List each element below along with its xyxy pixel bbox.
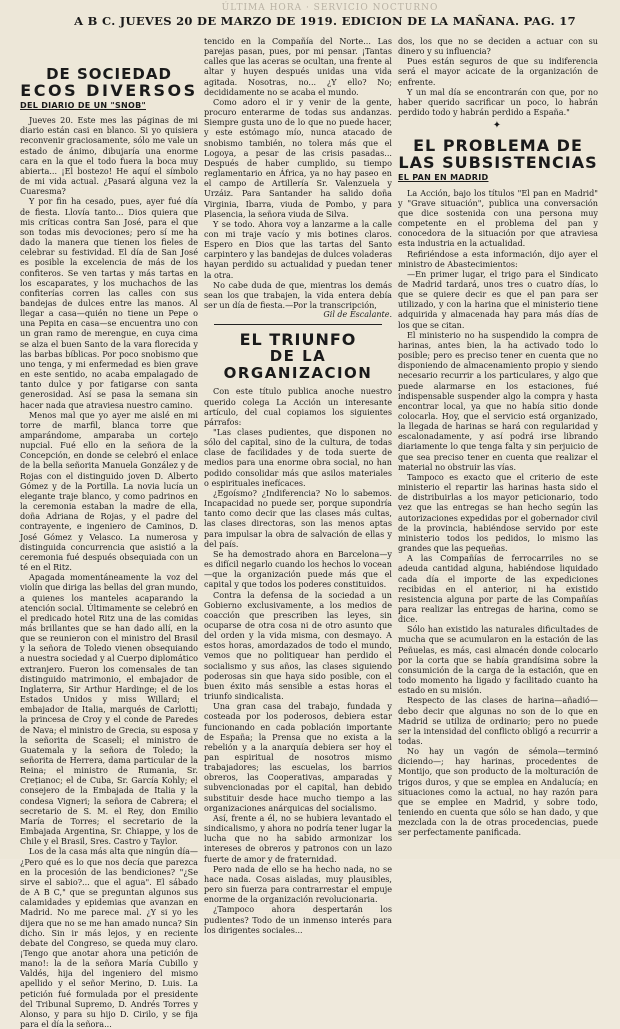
paragraph: No hay un vagón de sémola—terminó diciendo—; hay harinas, procedentes de Montijo, que son producto de la molturación de trigos duros, y que se emplea en Andalucía; en situaciones como la actual, no hay razón para que se emplee en Madrid, y sobre todo, teniendo en cuenta que sólo se han dado, y que mezclada con la de otras procedencias, puede ser perfectamente panificada. [398, 746, 598, 838]
paragraph: Menos mal que yo ayer me aislé en mi torre de marfil, blanca torre que amparándome, amparaba un cortejo nupcial. Fué ello en la señora de la Concepción, en donde se celebró el enlace de la bella señorita Manuela González y de Rojas con el distinguido joven D. Alberto Gómez y de la Portilla. La novia lucía un elegante traje blanco, y como padrinos en la ceremonia estaban la madre de ella, doña Adriana de Rojas, y el padre del contrayente, e ingeniero de Caminos, D. José Gómez y Velasco. La numerosa y distinguida concurrencia que asistió a la ceremonia fué después obsequiada con un té en el Ritz. [20, 409, 198, 573]
paragraph: ¿Tampoco ahora despertarán los pudientes? Todo de un inmenso interés para los dirigentes sociales... [204, 904, 392, 935]
divider-ornament: ✦ [492, 120, 504, 132]
paragraph: —En primer lugar, el trigo para el Sindicato de Madrid tardará, unos tres o cuatro días, lo que se quiere decir es que el pan para ser utilizado, y con la harina que el ministerio tiene adquirida y almacenada hay para más días de los que se citan. [398, 268, 598, 330]
paragraph: ¿Egoísmo? ¿Indiferencia? No lo sabemos. Incapacidad no puede ser, porque supondría tanto como decir que las clases más cultas, las clases directoras, son las menos aptas para impulsar la obra de salvación de ellas y del país. [204, 487, 392, 549]
paragraph: Como adoro el ir y venir de la gente, procuro enterarme de todas sus andanzas. Siempre gusta uno de lo que no puede hacer, y este estómago mío, nunca atacado de snobismo también, no tolera más que el Logoya, a pesar de las crisis pasadas... Después de haber cumplido, su tiempo reglamentario en África, ya no hay paseo en el campo de Artillería Sr. Valenzuela y Urzáiz. Para Santander ha salido doña Virginia, Ibarra, viuda de Pombo, y para Plasencia, la señora viuda de Silva. [204, 96, 392, 219]
paragraph: Pues están seguros de que su indiferencia será el mayor acicate de la organización de enfrente. [398, 56, 598, 87]
column-1 [20, 36, 198, 1029]
column-3 [398, 36, 598, 856]
section-title-las-subsistencias: LAS SUBSISTENCIAS [398, 153, 598, 173]
column-2 [204, 36, 392, 935]
paragraph: Respecto de las clases de harina—añadió—debo decir que algunas no son de lo que en Madrid se utiliza de ordinario; pero no puede ser la intensidad del conflicto obligó a recurrir a todas. [398, 695, 598, 746]
paragraph: Tampoco es exacto que el criterio de este ministerio el repartir las harinas hasta sido el de distribuirlas a los mayor peticionario, todo vez que las entregas se han hecho según las autorizaciones expedidas por el gobernador civil de la provincia, habiéndose servido por este ministerio todos los pedidos, lo mismo las grandes que las pequeñas. [398, 471, 599, 554]
paragraph: Contra la defensa de la sociedad a un Gobierno exclusivamente, a los medios de coacción que prescriben las leyes, sin ocuparse de otra cosa ni de otro asunto que del orden y la vida misma, con desmayo. A estos horas, amordazados de todo el mundo, vemos que no politiquear han perdido el socialismo y sus años, las clases siguiendo poderosas sin que haya sido posible, con el buen éxito más sensible a estas horas el triunfo sindicalista. [204, 589, 392, 702]
section-title-de-sociedad: DE SOCIEDAD [46, 65, 172, 83]
section-title-el-triunfo: EL TRIUNFO [239, 330, 357, 350]
section-title-de-la-organizacion: DE LA ORGANIZACION [223, 347, 373, 383]
paragraph: Y un mal día se encontrarán con que, por no haber querido sacrificar un poco, lo habrán perdido todo y habrán perdido a España." [398, 86, 598, 118]
paragraph: A las Compañías de ferrocarriles no se adeuda cantidad alguna, habiéndose liquidado cada día el importe de las expediciones recibidas en el anterior, ni ha existido resistencia alguna por parte de las Compañías para realizar las entregas de harina, como se dice. [398, 553, 598, 625]
paragraph: Una gran casa del trabajo, fundada y costeada por los poderosos, debiera estar funcionando en cada población importante de España; la Prensa que no exista a la rebelión y a la anarquía debiera ser hoy el pan espiritual de nosotros mismo trabajadores; las escuelas, los barrios obreros, las Cooperativas, amparadas y subvencionadas por el capital, han debido substituir desde hace mucho tiempo a las organizaciones anárquicas del socialismo. [204, 701, 392, 813]
paragraph: Apagada momentáneamente la voz del violín que diriga las bellas del gran mundo, a quienes los manteles acaparando la atención social. Últimamente se celebró en el predicado hotel Ritz una de las comidas más brillantes que se han dado allí, en la que se reunieron con el ministro del Brasil y la señora de Toledo vienen obsequiando a nuestra sociedad y al Cuerpo diplomático extranjero. Fueron los comensales de tan distinguido matrimonio, el embajador de Inglaterra, Sir Arthur Hardinge; el de los Estados Unidos y miss Willard; el embajador de Italia, marqués de Carlotti; la princesa de Croy y el conde de Paredes de Nava; el ministro de Grecia, su esposa y la señorita de Scaseli; el ministro de Guatemala y la señora de Toledo; la señorita de Herrera, dama particular de la Reina; el ministro de Rumania, Sr. Crețianoc; el de Cuba, Sr. García Kohly; el consejero de la Embajada de Italia y la condesa Vigneri; la señora de Cabrera; el secretario de S. M. el Rey, don Emilio María de Torres; el secretario de la Embajada Argentina, Sr. Chiappe, y los de Chile y el Brasil, Sres. Castro y Taylor. [20, 572, 198, 847]
paragraph: dos, los que no se deciden a actuar con su dinero y su influencia? [398, 36, 598, 57]
paragraph: Los de la casa más alta que ningún día—¿Pero qué es lo que nos decía que parezca en la procesión de las bendiciones? "¿Se sirve el sabio?... que el agua". El sábado de A B C," que se preguntan algunos sus calamidades y epidemias que avanzan en Madrid. No me parece mal. ¿Y si yo les dijera que no se me han amado nunca? Sin dicho. Sin ir más lejos, y en reciente debate del Congreso, se queda muy claro. ¡Tengo que anotar ahora una petición de mano!: la de la señora María Cubillo y Valdés, hija del ingeniero del mismo apellido y el señor Merino, D. Luis. La petición fué formulada por el presidente del Tribunal Supremo, D. Andrés Torres y Alonso, y para su hijo D. Cirilo, y se fija para el día la señora... [20, 846, 198, 1029]
divider [214, 324, 382, 325]
paragraph: Pero nada de ello se ha hecho nada, no se hace nada. Cosas aisladas, muy plausibles, pero sin fuerza para contrarrestar el empuje enorme de la organización revolucionaria. [204, 863, 392, 905]
paragraph: tencido en la Compañía del Norte... Las parejas pasan, pues, por mi pensar. ¡Tantas calles que las aceras se ocultan, una frente al altar y huyen después unidas una vida agitada. Nosotras, no... ¿Y ello? No; decididamente no se acaba el mundo. [204, 36, 392, 97]
faint-header-text: ÚLTIMA HORA · SERVICIO NOCTURNO [221, 3, 439, 13]
paragraph: No cabe duda de que, mientras los demás sean los que trabajen, la vida entera debía ser un día de fiesta.—Por la transcripción, [204, 279, 392, 311]
paragraph: La Acción, bajo los títulos "El pan en Madrid" y "Grave situación", publica una conversación que dice sostenida con una persona muy competente en el problema del pan y conocedora de la situación por que atraviesa esta industria en la actualidad. [398, 187, 598, 249]
section-byline: EL PAN EN MADRID [398, 173, 489, 183]
masthead: A B C. JUEVES 20 DE MARZO DE 1919. EDICION DE LA MAÑANA. PAG. 17 [74, 14, 576, 28]
paragraph: Y por fin ha cesado, pues, ayer fué día de fiesta. Llovía tanto... Dios quiera que mis críticas contra San José, para el que son todas mis devociones; pero sí me ha dado la manera que tienen los fieles de celebrar su festividad. El día de San José es posible la excelencia de más de los confiteros. Se ven tartas y más tartas en los escaparates, y los muchachos de las confiterías corren las calles con sus bandejas de dulces entre las manos. Al llegar a casa—quién no tiene un Pepe o una Pepita en casa—se encuentra uno con un gran ramo de merengue, en cuya cima se alza el buen Santo de la vara florecida y las barbas bíblicas. Por poco snobismo que uno tenga, y mi enfermedad es bien grave en este sentido, no acaba empalagado de tanto dulce y por fatigarse con santa generosidad. Así se pasa la semana sin hacer nada que atraviesa nuestro camino. [20, 196, 198, 410]
paragraph: Jueves 20. Este mes las páginas de mi diario están casi en blanco. Si yo quisiera reconvenir graciosamente, sólo me vale un estado de ánimo, dibujaría una enorme cara en la que el todo fuera la boca muy abierta... ¡El bostezo! He aquí el símbolo de mi vida actual. ¿Pasará alguna vez la Cuaresma? [20, 115, 198, 197]
paragraph: Y se todo. Ahora voy a lanzarme a la calle con mi traje vacío y mis botines claros. Espero en Dios que las tartas del Santo carpintero y las bandejas de dulces voladeras hayan perdido su actualidad y puedan tener la otra. [204, 218, 392, 280]
paragraph: Se ha demostrado ahora en Barcelona—y es difícil negarlo cuando los hechos lo vocean—que la organización puede más que el capital y que todos los poderes constituidos. [204, 548, 392, 590]
section-byline: DEL DIARIO DE UN "SNOB" [20, 101, 146, 110]
paragraph: Con este título publica anoche nuestro querido colega La Acción un interesante artículo, del cual copiamos los siguientes párrafos: [204, 386, 392, 427]
section-title-ecos-diversos: ECOS DIVERSOS [20, 81, 198, 100]
paragraph: "Las clases pudientes, que disponen no sólo del capital, sino de la cultura, de todas clase de facilidades y de toda suerte de medios para una enorme obra social, no han podido consolidar más que asilos materiales o espirituales inefícaces. [204, 427, 392, 488]
paragraph: Refiriéndose a esta información, dijo ayer el ministro de Abastecimientos: [398, 248, 598, 269]
signature: Gil de Escalante. [323, 310, 392, 320]
paragraph: El ministerio no ha suspendido la compra de harinas, antes bien, la ha activado todo lo posible; pero es preciso tener en cuenta que no disponiendo de almacenamiento propio y siendo necesario recurrir a los particulares, y algo que puede alarmarse en los estaciones, fué indispensable suspender algo la compra y hasta encontrar local, ya que no había sitio donde colocarla. Hoy, que el servicio está organizado, la llegada de harinas se hará con regularidad y escalonadamente, y así podrá irse librando diariamente lo que tenga falta y sin perjuicio de que sea preciso tener en cuenta que realizar el material no obstruir las vías. [398, 329, 598, 472]
paragraph: Sólo han existido las naturales dificultades de mucha que se acumularon en la estación de las Peñuelas, es más, casi almacén donde colocarlo por la corta que se había grandísima sobre la consumición de la carga de la estación, que en todo momento ha ligado y facilitado cuanto ha estado en su misión. [398, 624, 598, 696]
paragraph: Así, frente a él, no se hubiera levantado el sindicalismo, y ahora no podría tener lugar la lucha que no ha sabido armonizar los intereses de obreros y patronos con un lazo fuerte de amor y de fraternidad. [204, 812, 392, 864]
section-title-el-problema: EL PROBLEMA DE [413, 136, 583, 156]
